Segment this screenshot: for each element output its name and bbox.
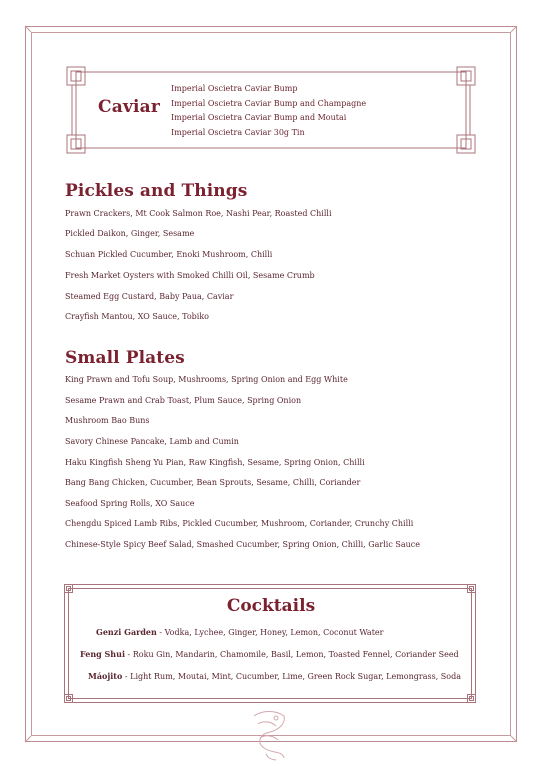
caviar-item: Imperial Oscietra Caviar 30g Tin: [171, 127, 305, 137]
small-plates-item: Chinese-Style Spicy Beef Salad, Smashed Cucumber, Spring Onion, Chilli, Garlic Sauce: [65, 540, 420, 549]
caviar-item: Imperial Oscietra Caviar Bump: [171, 84, 298, 93]
cocktail-name: Feng Shui: [80, 649, 125, 659]
cocktail-name: Genzi Garden: [96, 627, 157, 637]
cocktail-desc: - Light Rum, Moutai, Mint, Cucumber, Lime, Green Rock Sugar, Lemongrass, Soda: [122, 672, 461, 681]
small-plates-item: Savory Chinese Pancake, Lamb and Cumin: [65, 437, 239, 446]
cocktail-desc: - Roku Gin, Mandarin, Chamomile, Basil, Lemon, Toasted Fennel, Coriander Seed: [124, 650, 459, 659]
pickles-item: Pickled Daikon, Ginger, Sesame: [65, 229, 195, 238]
cocktail-desc: - Vodka, Lychee, Ginger, Honey, Lemon, Coconut Water: [156, 628, 384, 637]
cocktail-row: [80, 649, 459, 660]
small-plates-item: Chengdu Spiced Lamb Ribs, Pickled Cucumber, Mushroom, Coriander, Crunchy Chilli: [65, 519, 414, 528]
small-plates-item: Haku Kingfish Sheng Yu Pian, Raw Kingfish, Sesame, Spring Onion, Chilli: [65, 458, 365, 467]
small-plates-item: Bang Bang Chicken, Cucumber, Bean Sprouts, Sesame, Chilli, Coriander: [65, 478, 361, 487]
pickles-item: Crayfish Mantou, XO Sauce, Tobiko: [65, 312, 209, 321]
dragon-emblem-icon: [246, 704, 292, 764]
caviar-title: Caviar: [98, 97, 161, 117]
pickles-item: Fresh Market Oysters with Smoked Chilli Oil, Sesame Crumb: [65, 271, 315, 280]
pickles-item: Steamed Egg Custard, Baby Paua, Caviar: [65, 292, 234, 301]
pickles-title: Pickles and Things: [65, 181, 248, 201]
cocktail-row: [88, 671, 461, 682]
small-plates-item: Sesame Prawn and Crab Toast, Plum Sauce, Spring Onion: [65, 396, 302, 405]
cocktail-name: Máojito: [88, 671, 123, 681]
cocktail-row: [96, 627, 383, 638]
caviar-item: Imperial Oscietra Caviar Bump and Moutai: [171, 113, 347, 122]
small-plates-title: Small Plates: [65, 348, 185, 368]
caviar-list: [171, 82, 366, 140]
pickles-item: Prawn Crackers, Mt Cook Salmon Roe, Nashi Pear, Roasted Chilli: [65, 209, 332, 218]
pickles-item: Schuan Pickled Cucumber, Enoki Mushroom, Chilli: [65, 250, 273, 259]
small-plates-item: Seafood Spring Rolls, XO Sauce: [65, 499, 195, 508]
small-plates-item: Mushroom Bao Buns: [65, 416, 150, 425]
small-plates-item: King Prawn and Tofu Soup, Mushrooms, Spring Onion and Egg White: [65, 375, 348, 384]
caviar-item: Imperial Oscietra Caviar Bump and Champagne: [171, 98, 367, 108]
cocktails-title: Cocktails: [226, 596, 316, 616]
